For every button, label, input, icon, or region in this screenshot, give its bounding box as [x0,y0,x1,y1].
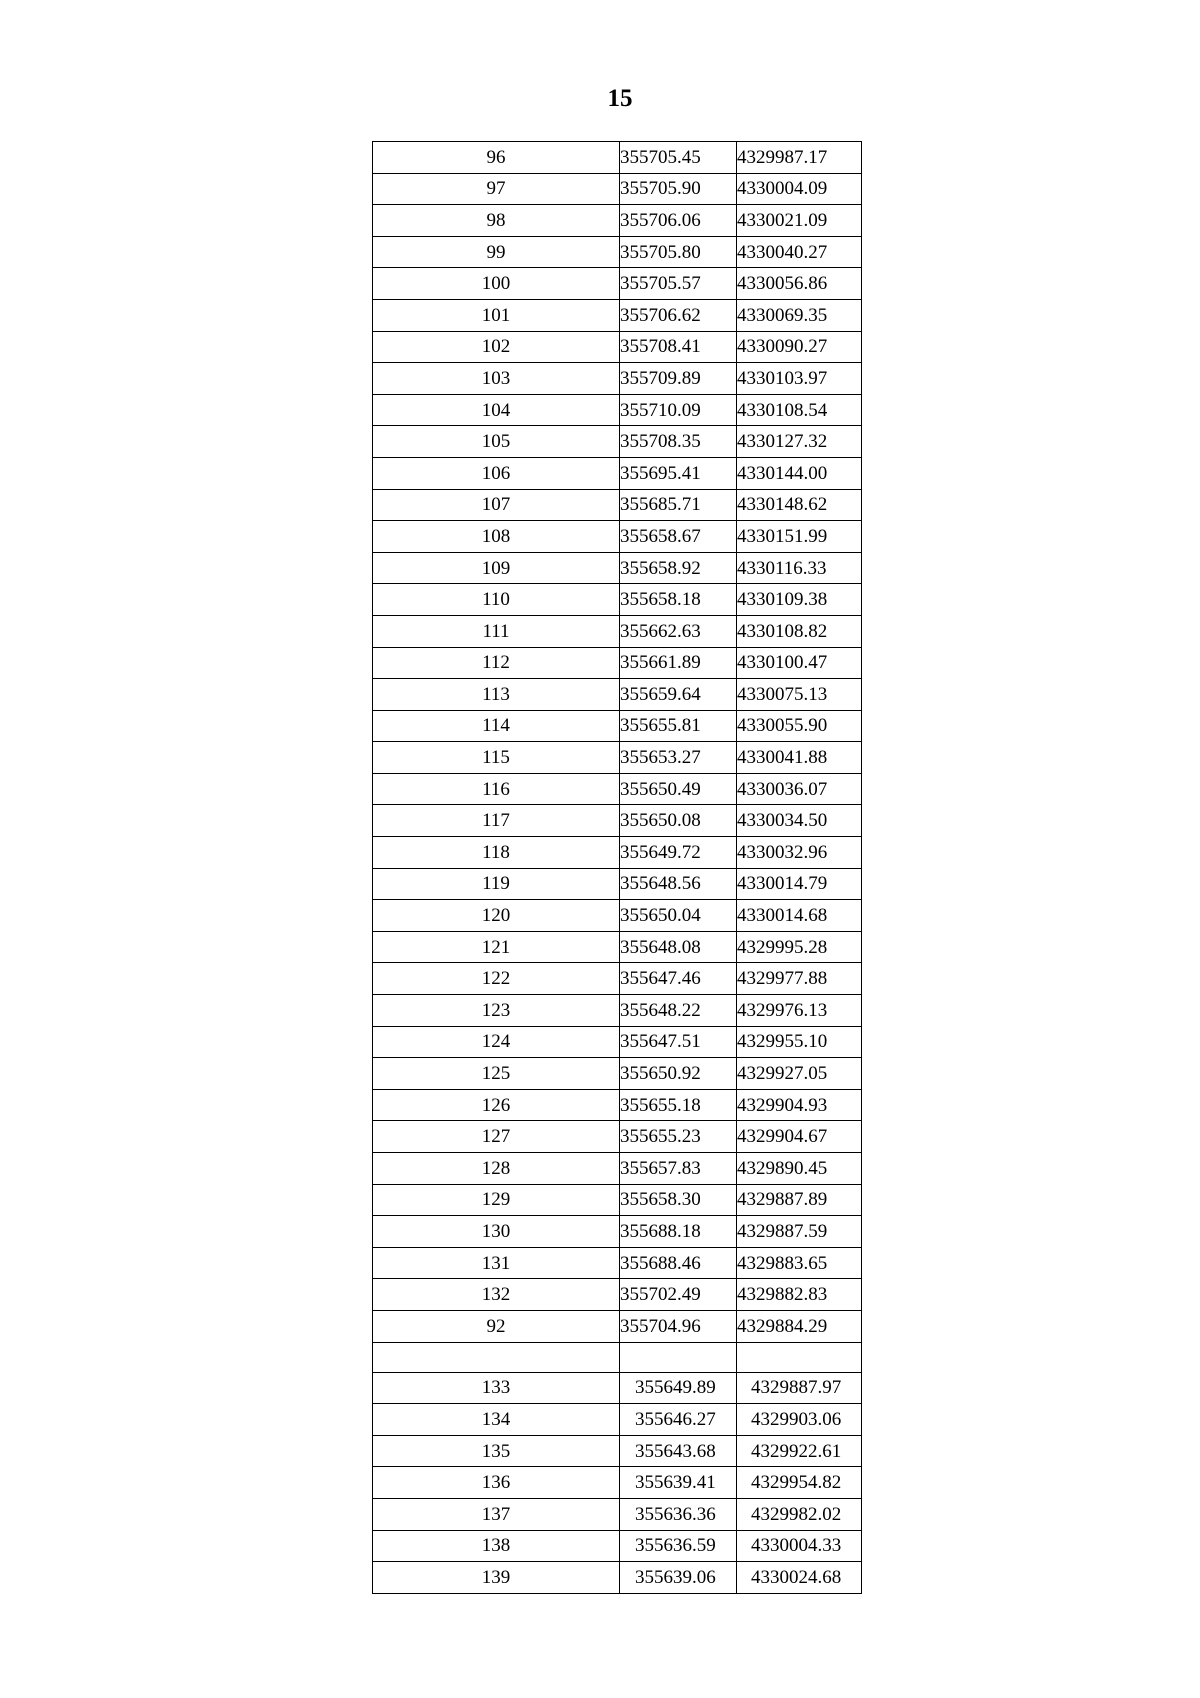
y-coordinate-cell: 4329884.29 [737,1310,862,1342]
point-number-cell: 115 [373,742,620,774]
table-row [373,679,862,711]
x-coordinate-cell: 355705.45 [620,142,737,174]
y-coordinate-cell: 4330109.38 [737,584,862,616]
point-number-cell: 101 [373,299,620,331]
table-row [373,1026,862,1058]
point-number-cell: 128 [373,1153,620,1185]
x-coordinate-cell: 355709.89 [620,363,737,395]
x-coordinate-cell: 355639.06 [620,1562,737,1594]
x-coordinate-cell [620,1342,737,1372]
point-number-cell: 92 [373,1310,620,1342]
x-coordinate-cell: 355708.35 [620,426,737,458]
x-coordinate-cell: 355650.08 [620,805,737,837]
x-coordinate-cell: 355706.06 [620,205,737,237]
table-row [373,1435,862,1467]
point-number-cell: 137 [373,1498,620,1530]
table-row [373,995,862,1027]
x-coordinate-cell: 355658.18 [620,584,737,616]
table-row [373,426,862,458]
point-number-cell: 116 [373,773,620,805]
point-number-cell: 124 [373,1026,620,1058]
y-coordinate-cell: 4329976.13 [737,995,862,1027]
x-coordinate-cell: 355704.96 [620,1310,737,1342]
point-number-cell: 127 [373,1121,620,1153]
point-number-cell: 138 [373,1530,620,1562]
x-coordinate-cell: 355655.81 [620,710,737,742]
x-coordinate-cell: 355639.41 [620,1467,737,1499]
y-coordinate-cell: 4330100.47 [737,647,862,679]
table-row [373,1153,862,1185]
table-row [373,521,862,553]
point-number-cell: 136 [373,1467,620,1499]
y-coordinate-cell: 4330004.09 [737,173,862,205]
y-coordinate-cell: 4330040.27 [737,236,862,268]
point-number-cell: 123 [373,995,620,1027]
y-coordinate-cell: 4329904.67 [737,1121,862,1153]
x-coordinate-cell: 355706.62 [620,299,737,331]
table-row [373,931,862,963]
y-coordinate-cell: 4330036.07 [737,773,862,805]
table-row [373,615,862,647]
table-row [373,1467,862,1499]
y-coordinate-cell: 4329882.83 [737,1279,862,1311]
x-coordinate-cell: 355647.51 [620,1026,737,1058]
y-coordinate-cell: 4330144.00 [737,457,862,489]
table-row [373,489,862,521]
table-row [373,268,862,300]
y-coordinate-cell: 4329887.59 [737,1216,862,1248]
table-row [373,205,862,237]
x-coordinate-cell: 355647.46 [620,963,737,995]
table-row [373,552,862,584]
y-coordinate-cell: 4330014.68 [737,900,862,932]
table-row [373,868,862,900]
point-number-cell: 118 [373,837,620,869]
point-number-cell: 110 [373,584,620,616]
y-coordinate-cell: 4329977.88 [737,963,862,995]
x-coordinate-cell: 355636.36 [620,1498,737,1530]
x-coordinate-cell: 355655.23 [620,1121,737,1153]
x-coordinate-cell: 355655.18 [620,1089,737,1121]
point-number-cell: 102 [373,331,620,363]
x-coordinate-cell: 355702.49 [620,1279,737,1311]
point-number-cell: 111 [373,615,620,647]
table-row [373,900,862,932]
table-row [373,1058,862,1090]
x-coordinate-cell: 355648.08 [620,931,737,963]
table-row [373,1121,862,1153]
point-number-cell [373,1342,620,1372]
point-number-cell: 108 [373,521,620,553]
y-coordinate-cell: 4330069.35 [737,299,862,331]
point-number-cell: 100 [373,268,620,300]
x-coordinate-cell: 355658.30 [620,1184,737,1216]
y-coordinate-cell: 4330148.62 [737,489,862,521]
y-coordinate-cell: 4329922.61 [737,1435,862,1467]
x-coordinate-cell: 355705.90 [620,173,737,205]
point-number-cell: 109 [373,552,620,584]
y-coordinate-cell: 4330024.68 [737,1562,862,1594]
y-coordinate-cell: 4329883.65 [737,1247,862,1279]
coordinates-table [372,141,862,1594]
x-coordinate-cell: 355643.68 [620,1435,737,1467]
point-number-cell: 113 [373,679,620,711]
y-coordinate-cell: 4329887.97 [737,1372,862,1404]
point-number-cell: 107 [373,489,620,521]
x-coordinate-cell: 355688.46 [620,1247,737,1279]
table-row [373,236,862,268]
x-coordinate-cell: 355648.56 [620,868,737,900]
y-coordinate-cell: 4330021.09 [737,205,862,237]
point-number-cell: 103 [373,363,620,395]
table-row [373,363,862,395]
table-row-blank [373,1342,862,1372]
point-number-cell: 129 [373,1184,620,1216]
point-number-cell: 119 [373,868,620,900]
point-number-cell: 98 [373,205,620,237]
table-row [373,1310,862,1342]
table-row [373,1498,862,1530]
y-coordinate-cell: 4329903.06 [737,1404,862,1436]
y-coordinate-cell: 4329887.89 [737,1184,862,1216]
point-number-cell: 131 [373,1247,620,1279]
y-coordinate-cell: 4330108.82 [737,615,862,647]
table-row [373,805,862,837]
table-row [373,457,862,489]
x-coordinate-cell: 355662.63 [620,615,737,647]
y-coordinate-cell: 4330034.50 [737,805,862,837]
y-coordinate-cell: 4329927.05 [737,1058,862,1090]
x-coordinate-cell: 355653.27 [620,742,737,774]
y-coordinate-cell: 4330103.97 [737,363,862,395]
y-coordinate-cell: 4330056.86 [737,268,862,300]
table-row [373,173,862,205]
x-coordinate-cell: 355657.83 [620,1153,737,1185]
y-coordinate-cell: 4329982.02 [737,1498,862,1530]
point-number-cell: 121 [373,931,620,963]
y-coordinate-cell: 4329890.45 [737,1153,862,1185]
x-coordinate-cell: 355649.89 [620,1372,737,1404]
table-row [373,1184,862,1216]
x-coordinate-cell: 355650.49 [620,773,737,805]
y-coordinate-cell: 4330090.27 [737,331,862,363]
point-number-cell: 104 [373,394,620,426]
point-number-cell: 122 [373,963,620,995]
point-number-cell: 126 [373,1089,620,1121]
point-number-cell: 135 [373,1435,620,1467]
point-number-cell: 125 [373,1058,620,1090]
page-number: 15 [607,85,633,112]
point-number-cell: 96 [373,142,620,174]
x-coordinate-cell: 355650.04 [620,900,737,932]
table-row [373,647,862,679]
y-coordinate-cell: 4330032.96 [737,837,862,869]
table-row [373,1404,862,1436]
table-row [373,1216,862,1248]
x-coordinate-cell: 355648.22 [620,995,737,1027]
x-coordinate-cell: 355710.09 [620,394,737,426]
point-number-cell: 112 [373,647,620,679]
table-row [373,963,862,995]
table-row [373,837,862,869]
y-coordinate-cell: 4329987.17 [737,142,862,174]
point-number-cell: 105 [373,426,620,458]
point-number-cell: 120 [373,900,620,932]
y-coordinate-cell: 4330116.33 [737,552,862,584]
table-row [373,584,862,616]
x-coordinate-cell: 355658.67 [620,521,737,553]
table-row [373,1530,862,1562]
x-coordinate-cell: 355659.64 [620,679,737,711]
y-coordinate-cell: 4329904.93 [737,1089,862,1121]
y-coordinate-cell: 4329954.82 [737,1467,862,1499]
y-coordinate-cell [737,1342,862,1372]
x-coordinate-cell: 355649.72 [620,837,737,869]
x-coordinate-cell: 355646.27 [620,1404,737,1436]
table-row [373,1279,862,1311]
y-coordinate-cell: 4330075.13 [737,679,862,711]
point-number-cell: 133 [373,1372,620,1404]
point-number-cell: 134 [373,1404,620,1436]
point-number-cell: 117 [373,805,620,837]
table-row [373,742,862,774]
x-coordinate-cell: 355661.89 [620,647,737,679]
y-coordinate-cell: 4330127.32 [737,426,862,458]
y-coordinate-cell: 4330004.33 [737,1530,862,1562]
point-number-cell: 97 [373,173,620,205]
y-coordinate-cell: 4330014.79 [737,868,862,900]
x-coordinate-cell: 355695.41 [620,457,737,489]
table-row [373,1089,862,1121]
point-number-cell: 132 [373,1279,620,1311]
x-coordinate-cell: 355705.57 [620,268,737,300]
table-row [373,394,862,426]
table-row [373,331,862,363]
x-coordinate-cell: 355658.92 [620,552,737,584]
x-coordinate-cell: 355705.80 [620,236,737,268]
coordinates-table-body [373,142,862,1594]
table-row [373,1247,862,1279]
table-row [373,773,862,805]
y-coordinate-cell: 4330055.90 [737,710,862,742]
point-number-cell: 139 [373,1562,620,1594]
table-row [373,142,862,174]
y-coordinate-cell: 4330108.54 [737,394,862,426]
y-coordinate-cell: 4329955.10 [737,1026,862,1058]
table-row [373,1562,862,1594]
x-coordinate-cell: 355650.92 [620,1058,737,1090]
y-coordinate-cell: 4329995.28 [737,931,862,963]
x-coordinate-cell: 355708.41 [620,331,737,363]
point-number-cell: 130 [373,1216,620,1248]
point-number-cell: 99 [373,236,620,268]
point-number-cell: 106 [373,457,620,489]
table-row [373,1372,862,1404]
table-row [373,299,862,331]
point-number-cell: 114 [373,710,620,742]
y-coordinate-cell: 4330041.88 [737,742,862,774]
x-coordinate-cell: 355636.59 [620,1530,737,1562]
x-coordinate-cell: 355688.18 [620,1216,737,1248]
y-coordinate-cell: 4330151.99 [737,521,862,553]
x-coordinate-cell: 355685.71 [620,489,737,521]
table-row [373,710,862,742]
